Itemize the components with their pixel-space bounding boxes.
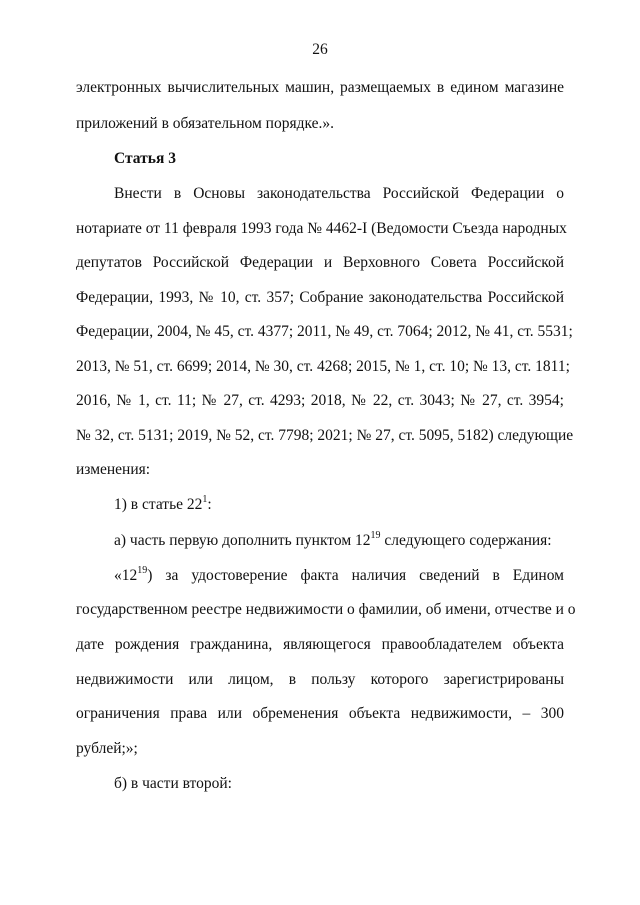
list-item-text: а) часть первую дополнить пунктом 12: [114, 532, 371, 549]
superscript: 19: [370, 529, 381, 541]
text-line: Федерации, 2004, № 45, ст. 4377; 2011, № 49, ст. 7064; 2012, № 41, ст. 5531;: [76, 323, 573, 340]
text-line: государственном реестре недвижимости о фамилии, об имени, отчестве и о: [76, 601, 576, 618]
text-line: Внести в Основы законодательства Российской Федерации о: [114, 185, 564, 202]
text-line: 2013, № 51, ст. 6699; 2014, № 30, ст. 4268; 2015, № 1, ст. 10; № 13, ст. 1811;: [76, 358, 570, 375]
text-line: нотариате от 11 февраля 1993 года № 4462-I (Ведомости Съезда народных: [76, 220, 567, 237]
text-line: № 32, ст. 5131; 2019, № 52, ст. 7798; 2021; № 27, ст. 5095, 5182) следующие: [76, 427, 574, 444]
text-line: [114, 566, 564, 586]
text-line: недвижимости или лицом, в пользу которого зарегистрированы: [76, 671, 564, 688]
list-item-text: следующего содержания:: [380, 532, 552, 549]
text-line: Федерации, 1993, № 10, ст. 357; Собрание законодательства Российской: [76, 289, 564, 306]
text-line: изменения:: [76, 461, 151, 478]
superscript: 19: [137, 564, 148, 576]
article-heading: Статья 3: [114, 150, 176, 167]
list-item: б) в части второй:: [114, 775, 232, 792]
text-fragment: ) за удостоверение факта наличия сведений в Едином: [147, 567, 564, 584]
text-line: ограничения права или обременения объекта недвижимости, – 300: [76, 705, 564, 722]
list-item: [114, 495, 212, 515]
text-line: приложений в обязательном порядке.».: [76, 115, 334, 132]
list-item: [114, 531, 552, 551]
text-line: электронных вычислительных машин, размещаемых в едином магазине: [76, 79, 564, 96]
text-line: 2016, № 1, ст. 11; № 27, ст. 4293; 2018, № 22, ст. 3043; № 27, ст. 3954;: [76, 392, 564, 409]
list-item-text: :: [207, 496, 212, 513]
text-line: дате рождения гражданина, являющегося правообладателем объекта: [76, 636, 564, 653]
superscript: 1: [202, 493, 208, 505]
list-item-text: 1) в статье 22: [114, 496, 203, 513]
page-number: 26: [312, 41, 328, 58]
text-line: депутатов Российской Федерации и Верховного Совета Российской: [76, 254, 564, 271]
text-line: рублей;»;: [76, 740, 138, 757]
text-fragment: «12: [114, 567, 138, 584]
